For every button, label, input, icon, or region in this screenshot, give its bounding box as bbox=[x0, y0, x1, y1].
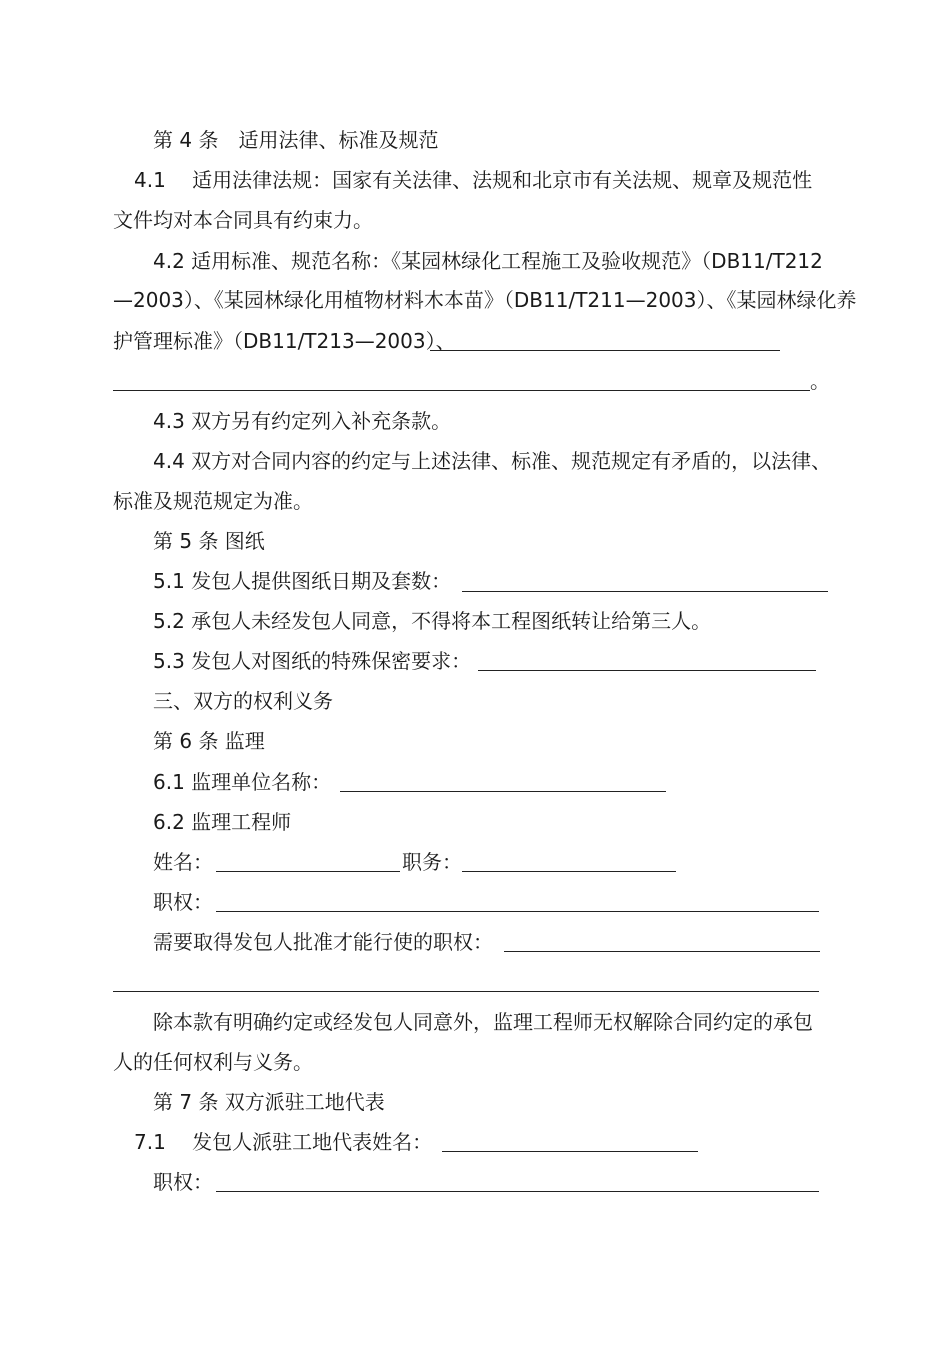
approval-required-blank-2[interactable] bbox=[113, 991, 819, 992]
engineer-position-label: 职务： bbox=[402, 850, 462, 874]
article-6-title: 第 6 条 监理 bbox=[153, 729, 265, 753]
clause-4-2-line1: 4.2 适用标准、规范名称：《某园林绿化工程施工及验收规范》（DB11/T212 bbox=[153, 249, 823, 273]
article-4-title: 第 4 条 适用法律、标准及规范 bbox=[153, 128, 439, 152]
clause-5-3: 5.3 发包人对图纸的特殊保密要求： bbox=[153, 649, 472, 673]
engineer-name-blank[interactable] bbox=[216, 871, 400, 872]
approval-required-label: 需要取得发包人批准才能行使的职权： bbox=[153, 930, 493, 954]
article-7-title: 第 7 条 双方派驻工地代表 bbox=[153, 1090, 385, 1114]
clause-6-1: 6.1 监理单位名称： bbox=[153, 770, 332, 794]
confidentiality-blank[interactable] bbox=[478, 670, 816, 671]
supervisor-unit-blank[interactable] bbox=[340, 791, 666, 792]
clause-4-1-line2: 文件均对本合同具有约束力。 bbox=[113, 208, 373, 232]
clause-4-2-end-mark: 。 bbox=[810, 369, 830, 393]
engineer-authority-blank[interactable] bbox=[216, 911, 819, 912]
approval-required-blank-1[interactable] bbox=[504, 951, 820, 952]
section-3-heading: 三、双方的权利义务 bbox=[153, 689, 333, 713]
drawings-date-sets-blank[interactable] bbox=[462, 591, 828, 592]
clause-4-4-line2: 标准及规范规定为准。 bbox=[113, 489, 313, 513]
standards-fill-blank-1[interactable] bbox=[430, 350, 780, 351]
clause-7-1: 7.1 发包人派驻工地代表姓名： bbox=[134, 1130, 433, 1154]
engineer-authority-label: 职权： bbox=[153, 890, 213, 914]
employer-rep-authority-blank[interactable] bbox=[216, 1191, 819, 1192]
clause-4-4-line1: 4.4 双方对合同内容的约定与上述法律、标准、规范规定有矛盾的，以法律、 bbox=[153, 449, 832, 473]
engineer-name-label: 姓名： bbox=[153, 850, 213, 874]
clause-5-2: 5.2 承包人未经发包人同意，不得将本工程图纸转让给第三人。 bbox=[153, 609, 712, 633]
clause-4-1-line1: 4.1 适用法律法规：国家有关法律、法规和北京市有关法规、规章及规范性 bbox=[134, 168, 813, 192]
employer-rep-name-blank[interactable] bbox=[442, 1151, 698, 1152]
clause-4-2-line3: 护管理标准》（DB11/T213—2003）、 bbox=[113, 329, 456, 353]
clause-5-1: 5.1 发包人提供图纸日期及套数： bbox=[153, 569, 452, 593]
engineer-position-blank[interactable] bbox=[462, 871, 676, 872]
clause-6-2: 6.2 监理工程师 bbox=[153, 810, 292, 834]
employer-rep-authority-label: 职权： bbox=[153, 1170, 213, 1194]
clause-4-3: 4.3 双方另有约定列入补充条款。 bbox=[153, 409, 452, 433]
standards-fill-blank-2[interactable] bbox=[113, 390, 810, 391]
engineer-note-line1: 除本款有明确约定或经发包人同意外，监理工程师无权解除合同约定的承包 bbox=[153, 1010, 813, 1034]
clause-4-2-line2: —2003）、《某园林绿化用植物材料木本苗》（DB11/T211—2003）、《某园林绿化养 bbox=[113, 288, 857, 312]
article-5-title: 第 5 条 图纸 bbox=[153, 529, 265, 553]
engineer-note-line2: 人的任何权利与义务。 bbox=[113, 1050, 313, 1074]
